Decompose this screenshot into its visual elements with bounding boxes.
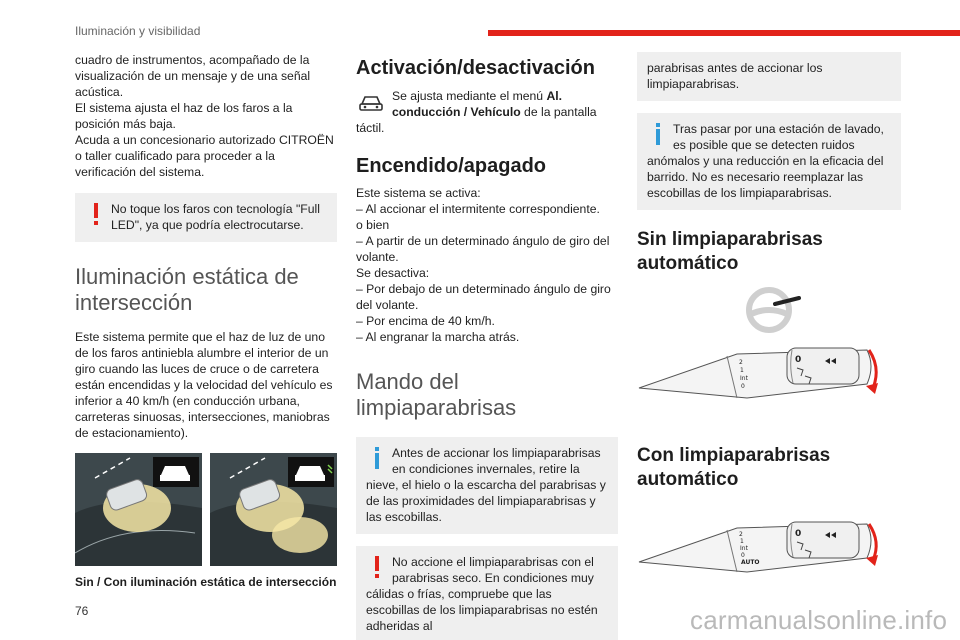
stalk-label: 0 <box>741 383 745 390</box>
warning-icon <box>85 201 107 229</box>
info-icon <box>366 445 388 473</box>
lighting-photos <box>75 453 337 566</box>
stalk-zero: 0 <box>795 355 802 365</box>
photo-without-lighting <box>75 453 202 566</box>
page-number: 76 <box>75 604 89 618</box>
heading-on-off: Encendido/apagado <box>356 155 547 177</box>
heading-without-auto-wiper: Sin limpiaparabrisas automático <box>637 229 823 274</box>
continued-box <box>637 52 901 101</box>
heading-wiper-control: Mando del limpiaparabrisas <box>356 369 517 420</box>
warning-icon <box>366 554 388 582</box>
stalk-label: 2 <box>739 531 743 538</box>
heading-static-lighting: Iluminación estática de intersección <box>75 264 299 315</box>
warning-text: No toque los faros con tecnología "Full LED", ya que podría electrocutarse. <box>111 202 320 232</box>
stalk-label: 1 <box>740 367 744 374</box>
stalk-label: Int <box>740 375 748 382</box>
info-box-wash <box>637 113 901 210</box>
warning-text-dry: No accione el limpiaparabrisas con el parabrisas seco. En condiciones muy cálidas o frías, compruebe que las escobillas de los limpiaparabrisas no estén adheridas al <box>366 555 598 633</box>
car-menu-icon <box>356 88 386 118</box>
stalk-zero: 0 <box>795 529 802 539</box>
stalk-label: 0 <box>741 552 745 559</box>
info-text-wash: Tras pasar por una estación de lavado, es posible que se detecten ruidos anómalos y una reducción en la eficacia del barrido. No es necesario reemplazar las escobillas de los limpiaparabrisas. <box>647 122 884 200</box>
stalk-label: 1 <box>740 538 744 545</box>
menu-instruction <box>356 88 618 136</box>
stalk-label: Int <box>740 545 748 552</box>
column-1 <box>75 52 337 589</box>
column-3 <box>637 52 901 574</box>
continued-text: parabrisas antes de accionar los limpiaparabrisas. <box>647 61 823 91</box>
photo-caption: Sin / Con iluminación estática de intersección <box>75 575 337 589</box>
stalk-label: 2 <box>739 359 743 366</box>
info-icon <box>647 121 669 149</box>
menu-bold-path: Al. conducción / Vehículo <box>392 89 563 119</box>
heading-with-auto-wiper: Con limpiaparabrisas automático <box>637 445 831 490</box>
warning-box-dry <box>356 546 618 640</box>
section-header-label: Iluminación y visibilidad <box>75 24 201 38</box>
menu-suffix: de la pantalla táctil. <box>356 105 597 135</box>
static-lighting-body: Este sistema permite que el haz de luz de uno de los faros antiniebla alumbre el interior de un giro cuando las luces de cruce o de carretera están encendidas y la velocidad del vehículo es inferior a 40 km/h (en conducción urbana, carreteras sinuosas, intersecciones, maniobras de estacionamiento). <box>75 330 333 440</box>
steering-wheel-icon <box>749 290 799 330</box>
column-2 <box>356 52 618 640</box>
warning-box-led <box>75 193 337 242</box>
wiper-stalk-manual-diagram <box>637 280 901 430</box>
stalk-label: AUTO <box>741 559 760 566</box>
header-accent-bar <box>488 30 960 36</box>
wiper-stalk-auto-diagram <box>637 494 901 574</box>
menu-prefix: Se ajusta mediante el menú <box>392 89 547 103</box>
heading-activation: Activación/desactivación <box>356 57 595 79</box>
info-text-winter: Antes de accionar los limpiaparabrisas en condiciones invernales, retire la nieve, el hielo o la escarcha del parabrisas y de las proximidades del limpiaparabrisas y las escobillas. <box>366 446 606 524</box>
intro-text: cuadro de instrumentos, acompañado de la visualización de un mensaje y de una señal acústica. El sistema ajusta el haz de los faros a la posición más baja. Acuda a un concesionario autorizado CITROËN o taller cualificado para proceder a la verificación del sistema. <box>75 53 334 179</box>
info-box-winter <box>356 437 618 534</box>
photo-with-lighting <box>210 453 337 566</box>
on-off-text: Este sistema se activa: – Al accionar el intermitente correspondiente. o bien – A partir de un determinado ángulo de giro del volante. Se desactiva: – Por debajo de un determinado ángulo de giro del volante. – Por encima de 40 km/h. – Al engranar la marcha atrás. <box>356 186 611 344</box>
watermark: carmanualsonline.info <box>690 605 948 635</box>
